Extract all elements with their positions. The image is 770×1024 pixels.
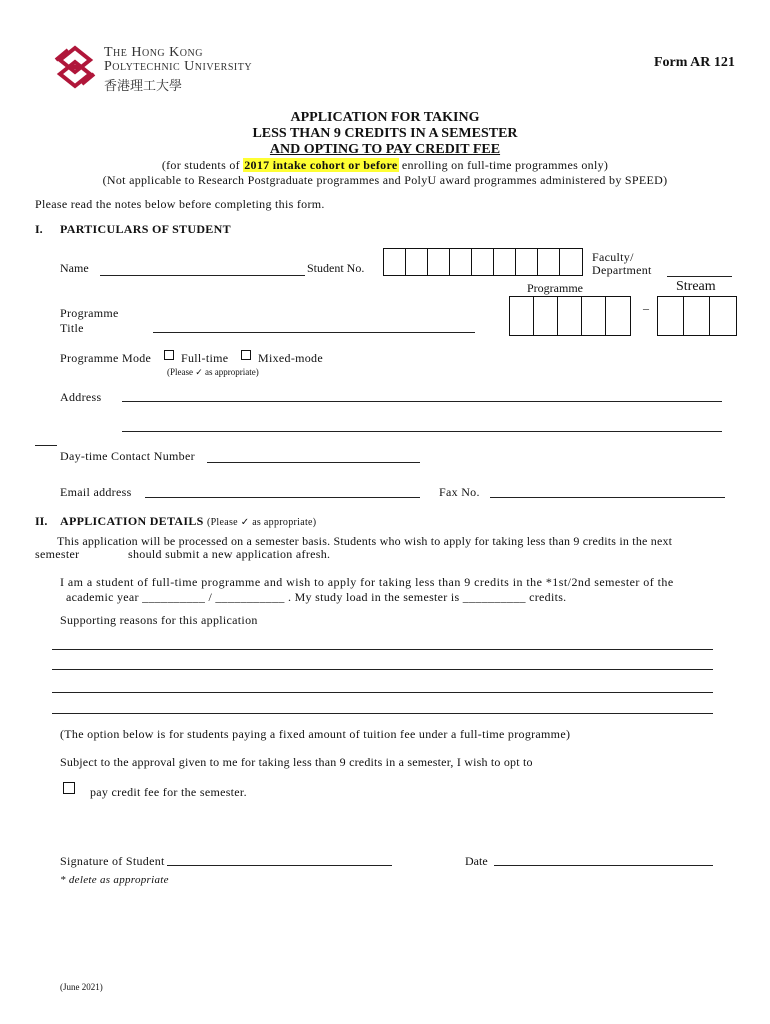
para2-line1: I am a student of full-time programme and wish to apply for taking less than 9 credits in the *1st/2nd semester of the: [60, 575, 674, 589]
name-field[interactable]: [100, 275, 305, 276]
fax-label: Fax No.: [439, 485, 480, 499]
stream-label: Stream: [676, 279, 716, 294]
reasons-field-2[interactable]: [52, 669, 713, 670]
form-number: Form AR 121: [654, 55, 735, 70]
title-subtitle-1: [0, 158, 770, 173]
mixedmode-label: Mixed-mode: [258, 351, 323, 365]
pay-credit-fee-checkbox[interactable]: [63, 782, 75, 794]
reasons-label: Supporting reasons for this application: [60, 613, 258, 627]
address-field-1[interactable]: [122, 401, 722, 402]
pay-credit-fee-label: pay credit fee for the semester.: [90, 785, 247, 799]
mode-note: (Please ✓ as appropriate): [167, 367, 259, 377]
address-field-3[interactable]: [35, 445, 57, 446]
fulltime-checkbox[interactable]: [164, 350, 174, 360]
programme-title-label-2: Title: [60, 321, 84, 335]
polyu-logo-icon: [50, 44, 100, 90]
email-field[interactable]: [145, 497, 420, 498]
section2-heading-row: [60, 514, 316, 529]
option-note: (The option below is for students paying a fixed amount of tuition fee under a full-time programme): [60, 727, 571, 741]
student-no-boxes[interactable]: [383, 248, 583, 276]
email-label: Email address: [60, 485, 132, 499]
para1-line2a: semester: [35, 547, 80, 561]
para1-line2b: should submit a new application afresh.: [128, 547, 331, 561]
programme-label: Programme: [527, 281, 583, 295]
subtitle-highlight: 2017 intake cohort or before: [244, 158, 398, 172]
fax-field[interactable]: [490, 497, 725, 498]
university-name-line1: The Hong Kong: [104, 45, 203, 60]
reasons-field-1[interactable]: [52, 649, 713, 650]
university-name-zh: 香港理工大學: [104, 78, 183, 93]
subtitle-post: enrolling on full-time programmes only): [401, 158, 609, 172]
para2-line2: academic year __________ / ___________ . My study load in the semester is __________ credits.: [66, 590, 567, 604]
address-label: Address: [60, 390, 102, 404]
student-no-label: Student No.: [307, 261, 365, 275]
stream-code-boxes[interactable]: [657, 296, 737, 336]
subtitle-pre: (for students of: [161, 158, 240, 172]
name-label: Name: [60, 261, 89, 275]
title-line1: APPLICATION FOR TAKING: [290, 110, 480, 125]
intro-text: Please read the notes below before completing this form.: [35, 197, 325, 211]
university-name-en: [104, 46, 252, 74]
faculty-label-2: Department: [592, 263, 652, 277]
signature-label: Signature of Student: [60, 854, 165, 868]
mixedmode-checkbox[interactable]: [241, 350, 251, 360]
signature-field[interactable]: [167, 865, 392, 866]
faculty-label-1: Faculty/: [592, 250, 634, 264]
programme-code-boxes[interactable]: [509, 296, 631, 336]
section2-number: II.: [35, 514, 48, 528]
programme-title-field[interactable]: [153, 332, 475, 333]
section2-heading-note: (Please ✓ as appropriate): [206, 517, 317, 528]
contact-label: Day-time Contact Number: [60, 449, 195, 463]
reasons-field-4[interactable]: [52, 713, 713, 714]
programme-mode-label: Programme Mode: [60, 351, 152, 365]
reasons-field-3[interactable]: [52, 692, 713, 693]
title-line2: LESS THAN 9 CREDITS IN A SEMESTER: [252, 126, 518, 141]
faculty-label: [592, 251, 652, 277]
section1-heading: PARTICULARS OF STUDENT: [60, 222, 231, 236]
polyu-logo: [50, 44, 100, 90]
title-subtitle-2: (Not applicable to Research Postgraduate programmes and PolyU award programmes administered by SPEED): [102, 173, 668, 187]
fulltime-label: Full-time: [181, 351, 229, 365]
section1-number: I.: [35, 222, 43, 236]
programme-dash: –: [643, 301, 649, 315]
title-line3: AND OPTING TO PAY CREDIT FEE: [269, 142, 501, 157]
contact-field[interactable]: [207, 462, 420, 463]
faculty-field[interactable]: [667, 276, 732, 277]
subject-text: Subject to the approval given to me for taking less than 9 credits in a semester, I wish to opt to: [60, 755, 533, 769]
address-field-2[interactable]: [122, 431, 722, 432]
date-field[interactable]: [494, 865, 713, 866]
footer-date: (June 2021): [60, 982, 103, 992]
delete-note: * delete as appropriate: [60, 874, 169, 886]
date-label: Date: [465, 854, 488, 868]
section2-heading: APPLICATION DETAILS: [60, 514, 204, 528]
programme-title-label: [60, 306, 119, 336]
university-name-line2: Polytechnic University: [104, 59, 253, 74]
programme-title-label-1: Programme: [60, 306, 119, 320]
para1-line1: This application will be processed on a semester basis. Students who wish to apply for taking less than 9 credits in the next: [57, 534, 673, 548]
